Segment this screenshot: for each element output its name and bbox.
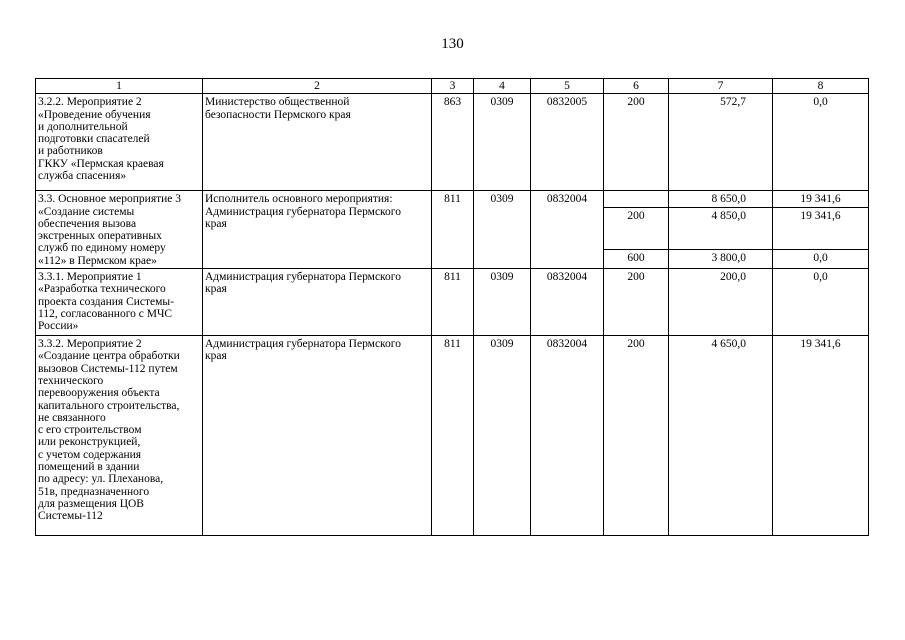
- amount-cell: 0,0: [773, 269, 869, 336]
- code-cell: 200: [604, 208, 669, 250]
- amount-cell: 4 650,0: [669, 336, 773, 536]
- code-cell: 0309: [474, 191, 531, 269]
- code-cell: 0832004: [531, 336, 604, 536]
- amount-cell: 200,0: [669, 269, 773, 336]
- header-cell: 3: [432, 79, 474, 94]
- code-cell: [604, 191, 669, 208]
- activity-name: 3.2.2. Мероприятие 2 «Проведение обучения и дополнительной подготовки спасателей и работников ГККУ «Пермская краевая служба спасения»: [36, 94, 203, 191]
- table-row: [36, 191, 869, 208]
- amount-cell: 19 341,6: [773, 208, 869, 250]
- amount-cell: 572,7: [669, 94, 773, 191]
- table-header-row: [36, 79, 869, 94]
- responsible-executor: Министерство общественной безопасности Пермского края: [203, 94, 432, 191]
- header-cell: 2: [203, 79, 432, 94]
- header-cell: 1: [36, 79, 203, 94]
- amount-cell: 8 650,0: [669, 191, 773, 208]
- code-cell: 200: [604, 336, 669, 536]
- header-cell: 6: [604, 79, 669, 94]
- amount-cell: 3 800,0: [669, 250, 773, 269]
- activity-name: 3.3. Основное мероприятие 3 «Создание системы обеспечения вызова экстренных оперативных служб по единому номеру «112» в Пермском крае»: [36, 191, 203, 269]
- activity-name: 3.3.1. Мероприятие 1 «Разработка технического проекта создания Системы- 112, согласованного с МЧС России»: [36, 269, 203, 336]
- code-cell: 0832004: [531, 191, 604, 269]
- responsible-executor: Исполнитель основного мероприятия: Администрация губернатора Пермского края: [203, 191, 432, 269]
- code-cell: 811: [432, 191, 474, 269]
- header-cell: 8: [773, 79, 869, 94]
- table-row: [36, 269, 869, 336]
- responsible-executor: Администрация губернатора Пермского края: [203, 269, 432, 336]
- amount-cell: 4 850,0: [669, 208, 773, 250]
- header-cell: 7: [669, 79, 773, 94]
- table-row: [36, 94, 869, 191]
- code-cell: 0309: [474, 94, 531, 191]
- code-cell: 0309: [474, 336, 531, 536]
- amount-cell: 19 341,6: [773, 336, 869, 536]
- amount-cell: 0,0: [773, 94, 869, 191]
- code-cell: 0832004: [531, 269, 604, 336]
- header-cell: 4: [474, 79, 531, 94]
- code-cell: 200: [604, 269, 669, 336]
- code-cell: 811: [432, 336, 474, 536]
- amount-cell: 0,0: [773, 250, 869, 269]
- header-cell: 5: [531, 79, 604, 94]
- responsible-executor: Администрация губернатора Пермского края: [203, 336, 432, 536]
- code-cell: 0832005: [531, 94, 604, 191]
- page-number: 130: [441, 36, 464, 52]
- code-cell: 0309: [474, 269, 531, 336]
- code-cell: 811: [432, 269, 474, 336]
- amount-cell: 19 341,6: [773, 191, 869, 208]
- code-cell: 200: [604, 94, 669, 191]
- code-cell: 863: [432, 94, 474, 191]
- budget-table: [35, 78, 869, 536]
- activity-name: 3.3.2. Мероприятие 2 «Создание центра обработки вызовов Системы-112 путем технического перевооружения объекта капитального строительства, не связанного с его строительством или реконструкцией, с учетом содержания помещений в здании по адресу: ул. Плеханова, 51в, предназначенного для размещения ЦОВ Системы-112: [36, 336, 203, 536]
- code-cell: 600: [604, 250, 669, 269]
- table-row: [36, 336, 869, 536]
